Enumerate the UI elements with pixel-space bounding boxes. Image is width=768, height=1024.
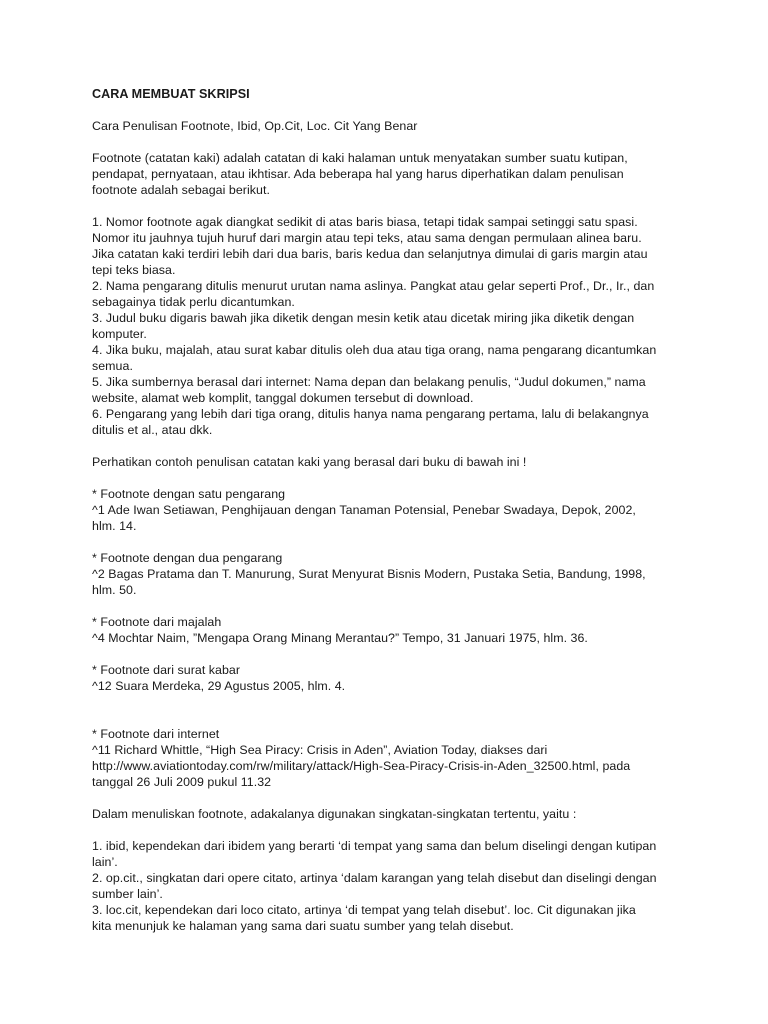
example-line: hlm. 50. xyxy=(92,583,137,597)
rule-line: 1. Nomor footnote agak diangkat sedikit di atas baris biasa, tetapi tidak sampai setinggi satu spasi. xyxy=(92,215,638,229)
abbreviation-line: 2. op.cit., singkatan dari opere citato, artinya ‘dalam karangan yang telah disebut dan diselingi dengan xyxy=(92,871,657,885)
example-two-authors xyxy=(92,550,692,598)
example-heading: * Footnote dengan satu pengarang xyxy=(92,487,286,501)
example-internet xyxy=(92,726,692,790)
example-newspaper xyxy=(92,662,692,694)
example-line: ^2 Bagas Pratama dan T. Manurung, Surat Menyurat Bisnis Modern, Pustaka Setia, Bandung, 1998, xyxy=(92,567,646,581)
intro-line: pendapat, pernyataan, atau ikhtisar. Ada beberapa hal yang harus diperhatikan dalam penulisan xyxy=(92,167,624,181)
example-heading: * Footnote dari majalah xyxy=(92,615,222,629)
blank-line xyxy=(92,710,692,726)
intro-line: Footnote (catatan kaki) adalah catatan di kaki halaman untuk menyatakan sumber suatu kutipan, xyxy=(92,151,628,165)
rule-line: 2. Nama pengarang ditulis menurut urutan nama aslinya. Pangkat atau gelar seperti Prof., Dr., Ir., dan xyxy=(92,279,655,293)
document-subtitle: Cara Penulisan Footnote, Ibid, Op.Cit, Loc. Cit Yang Benar xyxy=(92,119,418,133)
example-heading: * Footnote dari surat kabar xyxy=(92,663,241,677)
rule-line: semua. xyxy=(92,359,133,373)
example-line: http://www.aviationtoday.com/rw/military/attack/High-Sea-Piracy-Crisis-in-Aden_32500.html, pada xyxy=(92,759,631,773)
example-line: ^12 Suara Merdeka, 29 Agustus 2005, hlm. 4. xyxy=(92,679,346,693)
rule-line: Jika catatan kaki terdiri lebih dari dua baris, baris kedua dan selanjutnya dimulai di garis margin atau xyxy=(92,247,648,261)
example-heading: * Footnote dari internet xyxy=(92,727,220,741)
rule-line: 4. Jika buku, majalah, atau surat kabar ditulis oleh dua atau tiga orang, nama pengarang dicantumkan xyxy=(92,343,657,357)
example-line: tanggal 26 Juli 2009 pukul 11.32 xyxy=(92,775,272,789)
example-line: ^11 Richard Whittle, “High Sea Piracy: Crisis in Aden”, Aviation Today, diakses dari xyxy=(92,743,548,757)
intro-paragraph xyxy=(92,150,692,198)
example-heading: * Footnote dengan dua pengarang xyxy=(92,551,283,565)
example-line: ^4 Mochtar Naim, ”Mengapa Orang Minang Merantau?” Tempo, 31 Januari 1975, hlm. 36. xyxy=(92,631,588,645)
rule-line: website, alamat web komplit, tanggal dokumen tersebut di download. xyxy=(92,391,474,405)
example-single-author xyxy=(92,486,692,534)
rule-line: tepi teks biasa. xyxy=(92,263,176,277)
abbreviation-line: 1. ibid, kependekan dari ibidem yang berarti ‘di tempat yang sama dan belum diselingi dengan kutipan xyxy=(92,839,657,853)
example-line: ^1 Ade Iwan Setiawan, Penghijauan dengan Tanaman Potensial, Penebar Swadaya, Depok, 2002, xyxy=(92,503,636,517)
abbreviation-line: sumber lain’. xyxy=(92,887,163,901)
abbreviations-intro: Dalam menuliskan footnote, adakalanya digunakan singkatan-singkatan tertentu, yaitu : xyxy=(92,807,577,821)
rules-list xyxy=(92,214,692,438)
example-line: hlm. 14. xyxy=(92,519,137,533)
example-magazine xyxy=(92,614,692,646)
rule-line: 3. Judul buku digaris bawah jika diketik dengan mesin ketik atau dicetak miring jika diketik dengan xyxy=(92,311,635,325)
intro-line: footnote adalah sebagai berikut. xyxy=(92,183,270,197)
rule-line: ditulis et al., atau dkk. xyxy=(92,423,213,437)
examples-intro: Perhatikan contoh penulisan catatan kaki yang berasal dari buku di bawah ini ! xyxy=(92,455,527,469)
abbreviation-line: 3. loc.cit, kependekan dari loco citato, artinya ‘di tempat yang telah disebut’. loc. Cit digunakan jika xyxy=(92,903,636,917)
rule-line: 6. Pengarang yang lebih dari tiga orang, ditulis hanya nama pengarang pertama, lalu di belakangnya xyxy=(92,407,649,421)
rule-line: Nomor itu jauhnya tujuh huruf dari margin atau tepi teks, atau sama dengan permulaan alinea baru. xyxy=(92,231,642,245)
abbreviation-line: lain’. xyxy=(92,855,118,869)
rule-line: 5. Jika sumbernya berasal dari internet: Nama depan dan belakang penulis, “Judul dokumen,” nama xyxy=(92,375,646,389)
document-title: CARA MEMBUAT SKRIPSI xyxy=(92,87,250,101)
abbreviation-line: kita menunjuk ke halaman yang sama dari suatu sumber yang telah disebut. xyxy=(92,919,514,933)
rule-line: komputer. xyxy=(92,327,147,341)
rule-line: sebagainya tidak perlu dicantumkan. xyxy=(92,295,295,309)
document-body xyxy=(92,86,692,950)
abbreviations-list xyxy=(92,838,692,934)
